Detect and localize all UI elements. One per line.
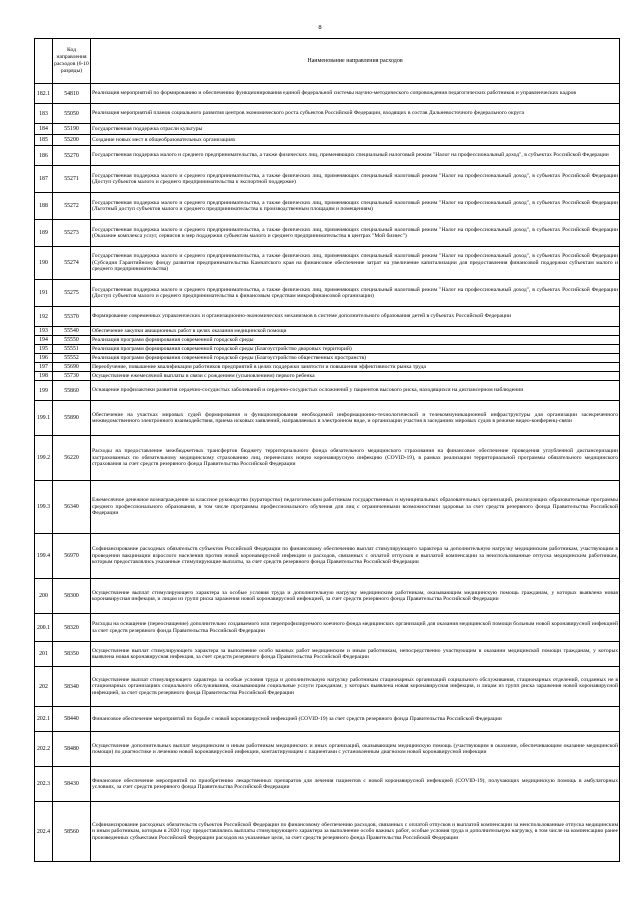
row-number: 192 xyxy=(35,307,53,327)
row-number: 199.1 xyxy=(35,401,53,436)
row-code: 55050 xyxy=(53,104,91,124)
row-code: 55860 xyxy=(53,381,91,401)
row-code: 55200 xyxy=(53,135,91,146)
row-code: 55274 xyxy=(53,247,91,280)
row-code: 58300 xyxy=(53,579,91,614)
row-code: 55273 xyxy=(53,220,91,247)
table-row xyxy=(35,707,620,732)
table-row xyxy=(35,193,620,220)
row-code: 55270 xyxy=(53,146,91,166)
table-row xyxy=(35,307,620,327)
row-code: 55370 xyxy=(53,307,91,327)
row-code: 56340 xyxy=(53,481,91,534)
row-code: 55551 xyxy=(53,345,91,354)
row-description: Финансовое обеспечение мероприятий по приобретению лекарственных препаратов для лечения пациентов с новой коронавирусной инфекцией (COVID-19), получающих медицинскую помощь в амбулаторных условиях, за счет средств резервного фонда Правительства Российской Федерации xyxy=(91,767,620,802)
row-description: Расходы на оснащение (переоснащение) дополнительно создаваемого или перепрофилируемого коечного фонда медицинских организаций для оказания медицинской помощи больным новой коронавирусной инфекцией за счет средств резервного фонда Правительства Российской Федерации xyxy=(91,614,620,642)
row-description: Оснащение профилактики развития сердечно-сосудистых заболеваний и сердечно-сосудистых осложнений у пациентов высокого риска, находящихся на диспансерном наблюдении xyxy=(91,381,620,401)
row-description: Осуществление ежемесячной выплаты в связи с рождением (усыновлением) первого ребенка xyxy=(91,372,620,381)
row-description: Государственная поддержка отрасли культуры xyxy=(91,124,620,135)
header-number xyxy=(35,39,53,84)
row-code: 55550 xyxy=(53,336,91,345)
row-number: 198 xyxy=(35,372,53,381)
table-header-row xyxy=(35,39,620,84)
row-description: Обеспечение на участках мировых судей формирования и функционирования необходимой информационно-технологической и телекоммуникационной инфраструктуры для организации засекреченного межведомственного электронного взаимодействия, приема исковых заявлений, направляемых в электронном виде, и организации участия в заседаниях мировых судов в режиме видео-конференц-связи xyxy=(91,401,620,436)
row-code: 58480 xyxy=(53,732,91,767)
table-row xyxy=(35,436,620,481)
table-row xyxy=(35,363,620,372)
row-code: 58340 xyxy=(53,667,91,707)
table-row xyxy=(35,481,620,534)
row-code: 55190 xyxy=(53,124,91,135)
row-number: 202.4 xyxy=(35,802,53,862)
table-row xyxy=(35,354,620,363)
row-code: 55890 xyxy=(53,401,91,436)
row-description: Осуществление выплат стимулирующего характера за выполнение особо важных работ медицинским и иным работникам, непосредственно участвующим в оказании медицинской помощи гражданам, у которых выявлена новая коронавирусная инфекция, за счет средств резервного фонда Правительства Российской Федерации xyxy=(91,642,620,667)
row-number: 188 xyxy=(35,193,53,220)
table-row xyxy=(35,401,620,436)
row-description: Осуществление выплат стимулирующего характера за особые условия труда и дополнительную нагрузку медицинским работникам, оказывающим медицинскую помощь гражданам, у которых выявлена новая коронавирусная инфекция, и лицам из групп риска заражения новой коронавирусной инфекцией, за счет средств резервного фонда Правительства Российской Федерации xyxy=(91,579,620,614)
table-row xyxy=(35,146,620,166)
expense-directions-table xyxy=(34,38,620,862)
table-row xyxy=(35,135,620,146)
row-description: Расходы на предоставление межбюджетных трансфертов бюджету территориального фонда обязательного медицинского страхования на финансовое обеспечение проведения углубленной диспансеризации застрахованных по обязательному медицинскому страхованию лиц, перенесших новую коронавирусную инфекцию (COVID-19), в рамках реализации территориальной программы обязательного медицинского страхования за счет средств резервного фонда Правительства Российской Федерации xyxy=(91,436,620,481)
row-description: Реализация программ формирования современной городской среды (Благоустройство дворовых территорий) xyxy=(91,345,620,354)
row-number: 193 xyxy=(35,327,53,336)
row-number: 189 xyxy=(35,220,53,247)
row-number: 199.2 xyxy=(35,436,53,481)
table-row xyxy=(35,220,620,247)
row-code: 56220 xyxy=(53,436,91,481)
row-description: Финансовое обеспечение мероприятий по борьбе с новой коронавирусной инфекцией (COVID-19) за счет средств резервного фонда Правительства Российской Федерации xyxy=(91,707,620,732)
table-row xyxy=(35,104,620,124)
row-number: 185 xyxy=(35,135,53,146)
table-body xyxy=(35,84,620,862)
row-description: Реализация программ формирования современной городской среды (Благоустройство общественных пространств) xyxy=(91,354,620,363)
row-code: 55552 xyxy=(53,354,91,363)
row-description: Создание новых мест в общеобразовательных организациях xyxy=(91,135,620,146)
row-description: Обеспечение закупки авиационных работ в целях оказания медицинской помощи xyxy=(91,327,620,336)
row-number: 190 xyxy=(35,247,53,280)
row-code: 54810 xyxy=(53,84,91,104)
row-number: 182.1 xyxy=(35,84,53,104)
row-code: 55730 xyxy=(53,372,91,381)
row-number: 187 xyxy=(35,166,53,193)
row-code: 55272 xyxy=(53,193,91,220)
row-description: Государственная поддержка малого и среднего предпринимательства, а также физических лиц, применяющих специальный налоговый режим "Налог на профессиональный доход", в субъектах Российской Федерации xyxy=(91,146,620,166)
row-code: 58560 xyxy=(53,802,91,862)
row-description: Софинансирование расходных обязательств субъектов Российской Федерации по финансовому обеспечению расходов, связанных с оплатой отпусков и выплатой компенсации за неиспользованные отпуска медицинским и иным работникам, которым в 2020 году предоставлялись выплаты стимулирующего характера за выполнение особо важных работ, особые условия труда и дополнительную нагрузку, в том числе на компенсацию ранее произведенных субъектами Российской Федерации расходов на указанные цели, за счет средств резервного фонда Правительства Российской Федерации xyxy=(91,802,620,862)
row-description: Государственная поддержка малого и среднего предпринимательства, а также физических лиц, применяющих специальный налоговый режим "Налог на профессиональный доход", в субъектах Российской Федерации (Субсидия Гарантийному фонду развития предпринимательства Камчатского края на финансовое обеспечение затрат на увеличение капитализации для предоставления финансовой поддержки субъектам малого и среднего предпринимательства) xyxy=(91,247,620,280)
table-row xyxy=(35,579,620,614)
row-description: Формирование современных управленческих и организационно-экономических механизмов в системе дополнительного образования детей в субъектах Российской Федерации xyxy=(91,307,620,327)
table-row xyxy=(35,247,620,280)
row-number: 200.1 xyxy=(35,614,53,642)
row-description: Государственная поддержка малого и среднего предпринимательства, а также физических лиц, применяющих специальный налоговый режим "Налог на профессиональный доход", в субъектах Российской Федерации (Доступ субъектов малого и среднего предпринимательства к экспортной поддержке) xyxy=(91,166,620,193)
table-row xyxy=(35,124,620,135)
row-number: 183 xyxy=(35,104,53,124)
row-description: Ежемесячное денежное вознаграждение за классное руководство (кураторство) педагогическим работникам государственных и муниципальных образовательных организаций, реализующих образовательные программы среднего профессионального образования, в том числе программы профессионального обучения для лиц с ограниченными возможностями здоровья за счет средств резервного фонда Правительства Российской Федерации xyxy=(91,481,620,534)
row-number: 191 xyxy=(35,280,53,307)
table-row xyxy=(35,280,620,307)
table-row xyxy=(35,336,620,345)
row-number: 202.2 xyxy=(35,732,53,767)
row-code: 55275 xyxy=(53,280,91,307)
page-number: 8 xyxy=(318,24,322,31)
table-row xyxy=(35,166,620,193)
row-number: 199.3 xyxy=(35,481,53,534)
row-number: 199.4 xyxy=(35,534,53,579)
row-number: 194 xyxy=(35,336,53,345)
row-code: 58430 xyxy=(53,767,91,802)
table-row xyxy=(35,614,620,642)
row-code: 58320 xyxy=(53,614,91,642)
row-number: 202.3 xyxy=(35,767,53,802)
table-row xyxy=(35,381,620,401)
row-number: 195 xyxy=(35,345,53,354)
row-code: 55540 xyxy=(53,327,91,336)
row-description: Реализация мероприятий по формированию и обеспечению функционирования единой федеральной системы научно-методического сопровождения педагогических работников и управленческих кадров xyxy=(91,84,620,104)
row-number: 199 xyxy=(35,381,53,401)
row-description: Переобучение, повышение квалификации работников предприятий в целях поддержки занятости и повышения эффективности рынка труда xyxy=(91,363,620,372)
row-description: Государственная поддержка малого и среднего предпринимательства, а также физических лиц, применяющих специальный налоговый режим "Налог на профессиональный доход", в субъектах Российской Федерации (Оказание комплекса услуг, сервисов и мер поддержки субъектам малого и среднего предпринимательства в центрах "Мой бизнес") xyxy=(91,220,620,247)
row-description: Реализация мероприятий планов социального развития центров экономического роста субъектов Российской Федерации, входящих в состав Дальневосточного федерального округа xyxy=(91,104,620,124)
row-code: 55271 xyxy=(53,166,91,193)
row-number: 186 xyxy=(35,146,53,166)
row-description: Осуществление выплат стимулирующего характера за особые условия труда и дополнительную нагрузку работникам стационарных организаций социального обслуживания, стационарных отделений, созданных не в стационарных организациях социального обслуживания, оказывающим социальные услуги гражданам, у которых выявлена новая коронавирусная инфекция, и лицам из групп риска заражения новой коронавирусной инфекцией, за счет средств резервного фонда Правительства Российской Федерации xyxy=(91,667,620,707)
row-description: Софинансирование расходных обязательств субъектов Российской Федерации по финансовому обеспечению выплат стимулирующего характера за дополнительную нагрузку медицинским работникам, участвующим в проведении вакцинации взрослого населения против новой коронавирусной инфекции и расходов, связанных с оплатой отпусков и выплатой компенсации за неиспользованные отпуска медицинским работникам, которым предоставлялись указанные стимулирующие выплаты, за счет средств резервного фонда Правительства Российской Федерации xyxy=(91,534,620,579)
row-code: 58440 xyxy=(53,707,91,732)
row-code: 58350 xyxy=(53,642,91,667)
row-description: Государственная поддержка малого и среднего предпринимательства, а также физических лиц, применяющих специальный налоговый режим "Налог на профессиональный доход", в субъектах Российской Федерации (Доступ субъектов малого и среднего предпринимательства к финансовым средствам микрофинансовой организации) xyxy=(91,280,620,307)
row-description: Осуществление дополнительных выплат медицинским и иным работникам медицинских и иных организаций, оказывающим медицинскую помощь (участвующим в оказании, обеспечивающим оказание медицинской помощи) по диагностике и лечению новой коронавирусной инфекции, контактирующим с пациентами с установленным диагнозом новой коронавирусной инфекции xyxy=(91,732,620,767)
table-row xyxy=(35,534,620,579)
row-number: 202 xyxy=(35,667,53,707)
row-description: Реализация программ формирования современной городской среды xyxy=(91,336,620,345)
row-code: 56970 xyxy=(53,534,91,579)
table-row xyxy=(35,642,620,667)
header-name: Наименование направления расходов xyxy=(91,39,620,84)
table-row xyxy=(35,84,620,104)
row-code: 55690 xyxy=(53,363,91,372)
header-code: Код направления расходов (6-10 разряды) xyxy=(53,39,91,84)
row-number: 201 xyxy=(35,642,53,667)
row-number: 197 xyxy=(35,363,53,372)
table-row xyxy=(35,802,620,862)
table-row xyxy=(35,327,620,336)
row-number: 200 xyxy=(35,579,53,614)
row-number: 196 xyxy=(35,354,53,363)
row-description: Государственная поддержка малого и среднего предпринимательства, а также физических лиц, применяющих специальный налоговый режим "Налог на профессиональный доход", в субъектах Российской Федерации (Льготный доступ субъектов малого и среднего предпринимательства к производственным площадям и помещениям) xyxy=(91,193,620,220)
row-number: 202.1 xyxy=(35,707,53,732)
table-row xyxy=(35,372,620,381)
table-row xyxy=(35,345,620,354)
table-row xyxy=(35,667,620,707)
table-row xyxy=(35,767,620,802)
table-row xyxy=(35,732,620,767)
row-number: 184 xyxy=(35,124,53,135)
